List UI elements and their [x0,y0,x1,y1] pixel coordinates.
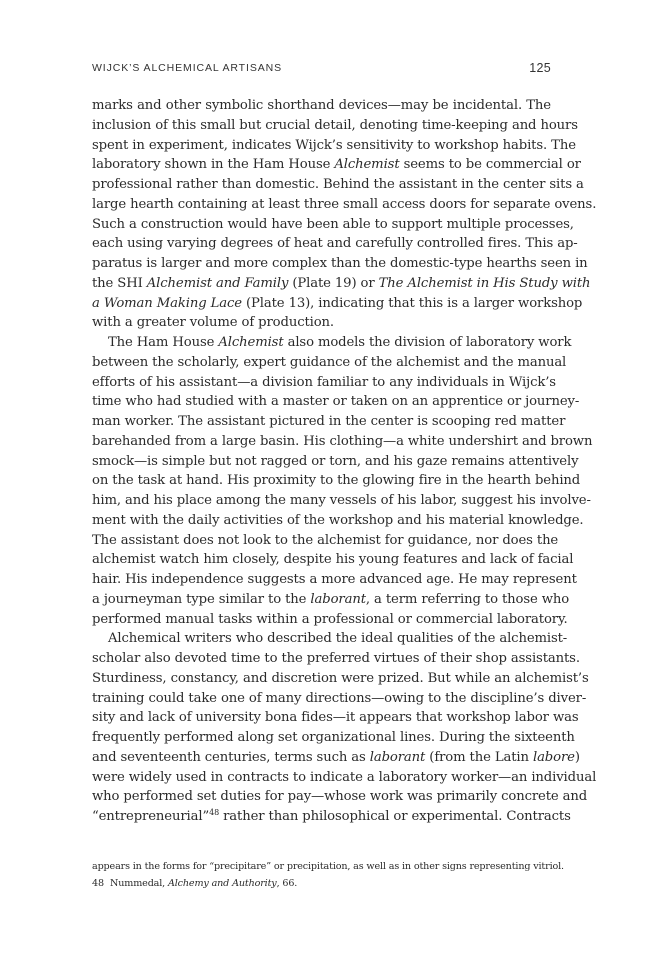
body-line [92,768,597,788]
text-run: a journeyman type similar to the [92,591,311,607]
body-line [92,649,580,669]
text-run: man worker. The assistant pictured in the center is scooping red matter [92,414,566,429]
body-line [92,531,559,551]
italic-text: The Alchemist in His Study with [378,275,591,291]
body-line [92,471,581,491]
body-line [92,550,574,570]
body-line [92,215,574,235]
text-run: Alchemical writers who described the ideal qualities of the alchemist- [108,631,568,647]
text-run: smock—is simple but not ragged or torn, and his gaze remains attentively [92,453,579,469]
footnote-48 [92,875,551,892]
body-line [92,728,575,748]
italic-text: laborant [310,591,366,607]
text-run: training could take one of many directions—owing to the discipline’s diver- [92,690,587,706]
body-line [92,590,570,610]
text-run: ment with the daily activities of the workshop and his material knowledge. [92,512,584,528]
body-line [92,313,551,333]
body-line [92,807,571,827]
italic-text: Alchemist [334,157,400,173]
text-run: , a term referring to those who [365,591,570,607]
text-run: barehanded from a large basin. His clothing—a white undershirt and brown [92,433,593,449]
text-run: The assistant does not look to the alchemist for guidance, nor does the [92,532,559,548]
running-title: WIJCK’S ALCHEMICAL ARTISANS [92,62,283,74]
footnote-rest: , 66. [276,878,298,889]
body-line [92,629,568,649]
italic-text: a Woman Making Lace [92,295,242,311]
text-run: time who had studied with a master or taken on an apprentice or journey- [92,394,580,410]
body-line [92,452,579,472]
body-line [92,274,591,294]
text-run: each using varying degrees of heat and carefully controlled fires. This ap- [92,236,578,252]
footnote-author: Nummedal, [110,878,168,889]
text-run: frequently performed along set organizational lines. During the sixteenth [92,730,575,745]
text-run: with a greater volume of production. [92,315,334,331]
text-run: also models the division of laboratory work [283,335,572,350]
running-head [92,62,551,78]
body-line [92,116,578,136]
text-run: inclusion of this small but crucial detail, denoting time-keeping and hours [92,117,578,133]
text-run: large hearth containing at least three small access doors for separate ovens. [92,196,597,212]
italic-text: Alchemist and Family [146,275,289,291]
body-line [92,195,597,215]
text-run: professional rather than domestic. Behind the assistant in the center sits a [92,177,584,192]
page-number: 125 [529,61,551,75]
text-run: The Ham House [108,335,219,350]
body-line [92,155,581,175]
text-run: Sturdiness, constancy, and discretion were prized. But while an alchemist’s [92,670,589,686]
body-line [92,294,583,314]
footnotes [92,858,564,892]
text-run: who performed set duties for pay—whose work was primarily concrete and [92,789,588,805]
text-run: alchemist watch him closely, despite his young features and lack of facial [92,552,574,568]
body-line [92,353,567,373]
body-line [92,491,591,511]
text-run: efforts of his assistant—a division familiar to any individuals in Wijck’s [92,374,556,390]
body-line [92,689,587,709]
body-line [92,610,568,630]
body-line [92,392,580,412]
text-run: between the scholarly, expert guidance of the alchemist and the manual [92,354,567,370]
body-line [92,669,589,689]
footnote-number: 48 [92,878,104,889]
text-run: hair. His independence suggests a more advanced age. He may represent [92,572,577,587]
body-line [92,708,579,728]
text-run: and seventeenth centuries, terms such as [92,749,370,765]
text-run: paratus is larger and more complex than the domestic-type hearths seen in [92,256,588,271]
body-line [92,175,584,195]
footnote-title: Alchemy and Authority [167,878,277,889]
italic-text: Alchemist [218,335,284,350]
footnote-ref: 48 [209,808,220,817]
text-run: Such a construction would have been able to support multiple processes, [92,216,574,232]
text-run: sity and lack of university bona fides—it appears that workshop labor was [92,710,579,726]
body-line [92,432,593,452]
italic-text: labore [532,749,575,765]
text-run: “entrepreneurial” [92,809,210,824]
text-run: were widely used in contracts to indicate a laboratory worker—an individual [92,769,597,785]
text-run: scholar also devoted time to the preferred virtues of their shop assistants. [92,651,580,666]
text-run: marks and other symbolic shorthand devices—may be incidental. The [92,98,551,113]
footnote-continuation: appears in the forms for “precipitare” or precipitation, as well as in other signs representing vitriol. [92,861,564,872]
text-run: spent in experiment, indicates Wijck’s sensitivity to workshop habits. The [92,137,576,153]
text-run: rather than philosophical or experimental. Contracts [219,809,571,824]
body-line [92,96,551,116]
text-run: ) [574,749,580,765]
text-run: (Plate 13), indicating that this is a larger workshop [241,295,583,311]
text-run: (Plate 19) or [288,275,379,291]
body-line [92,511,584,531]
body-line [92,570,577,590]
body-line [92,234,578,254]
text-run: him, and his place among the many vessels of his labor, suggest his involve- [92,493,591,508]
italic-text: laborant [369,749,426,765]
text-run: performed manual tasks within a professional or commercial laboratory. [92,611,568,627]
text-run: on the task at hand. His proximity to the glowing fire in the hearth behind [92,473,581,489]
body-line [92,787,588,807]
text-run: (from the Latin [425,749,533,765]
body-line [92,748,580,768]
body-line [92,333,572,353]
text-run: laboratory shown in the Ham House [92,157,335,173]
body-line [92,254,588,274]
text-run: the SHI [92,275,147,291]
text-run: seems to be commercial or [399,157,581,173]
body-line [92,373,556,393]
body-line [92,136,576,156]
body-line [92,412,566,432]
body-text [92,96,597,827]
